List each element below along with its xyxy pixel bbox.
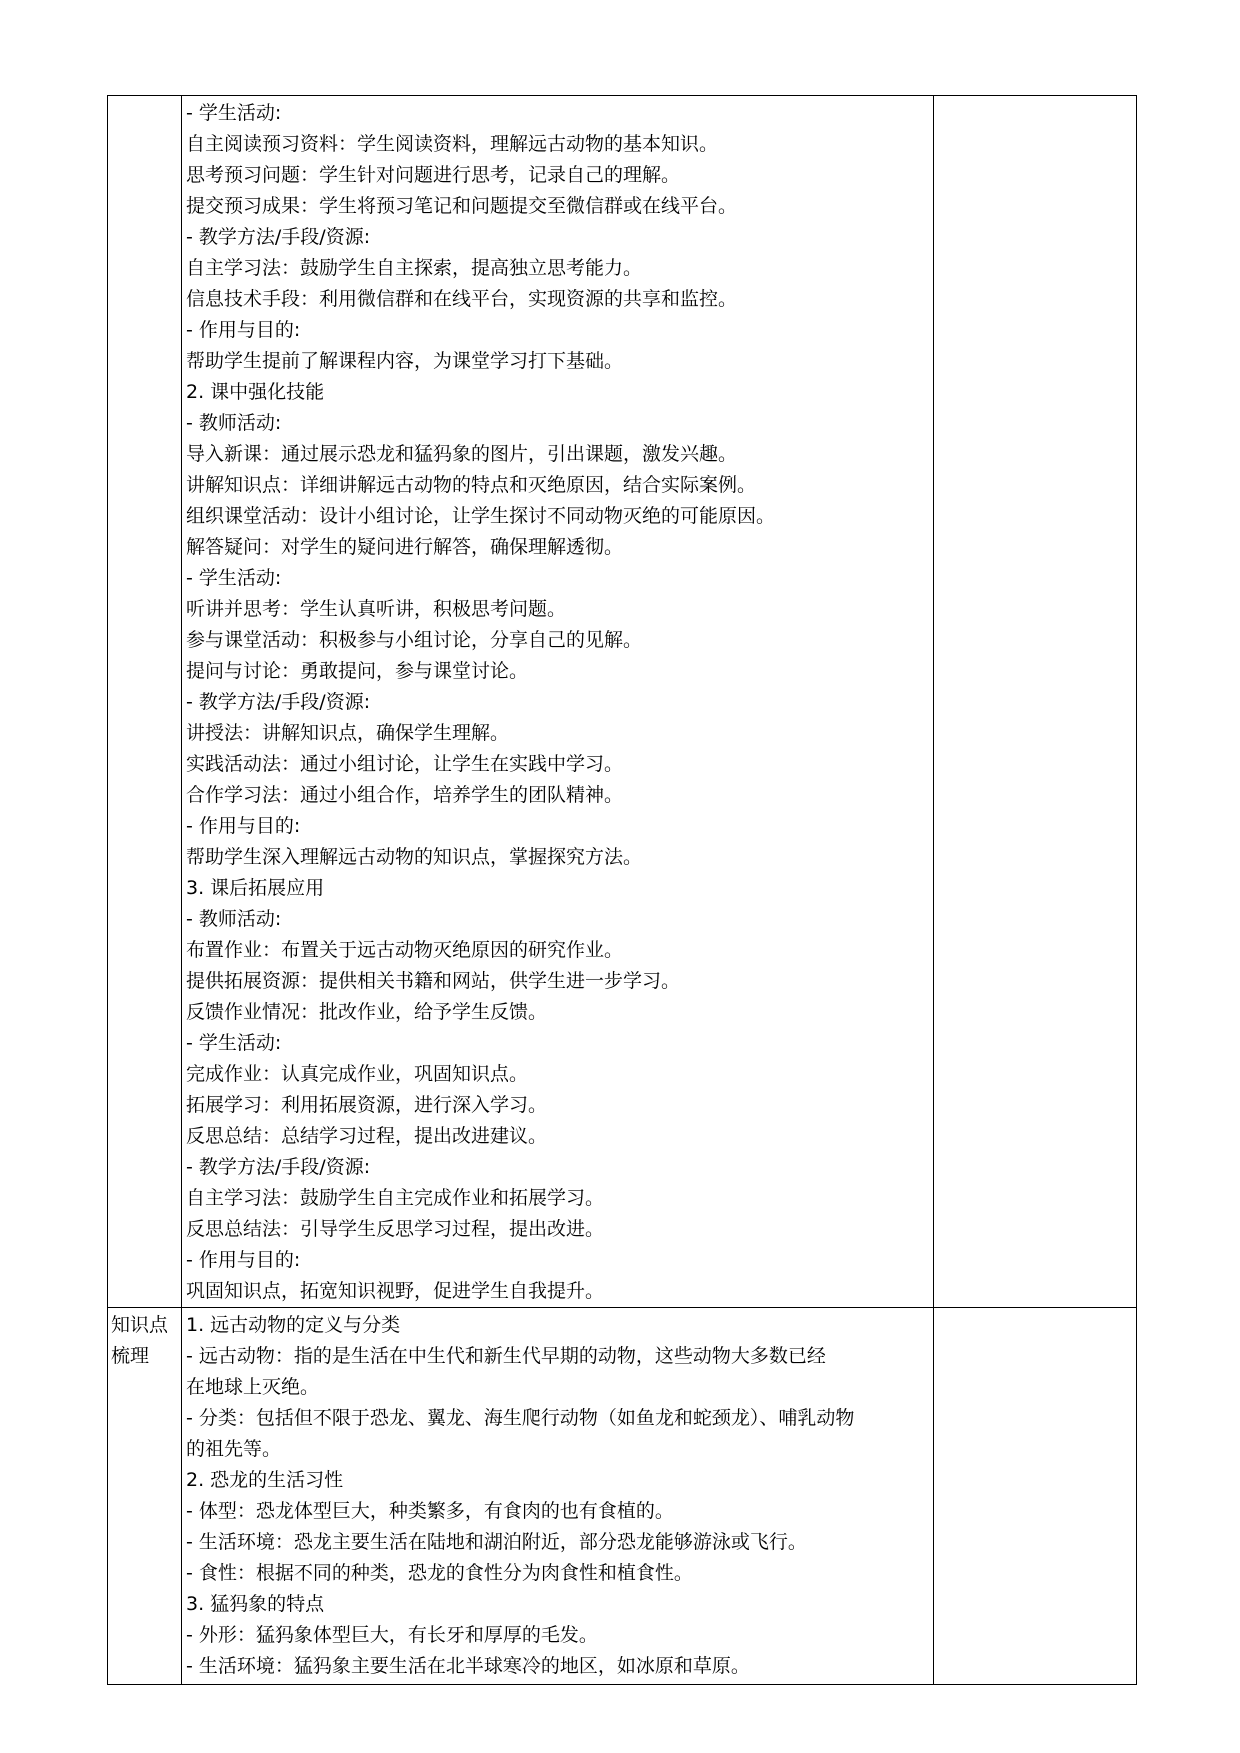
text-line: 听讲并思考：学生认真听讲，积极思考问题。 [186,598,567,620]
text-line: - 教学方法/手段/资源: [186,1156,371,1178]
text-line: 反思总结：总结学习过程，提出改进建议。 [186,1125,548,1147]
content-cell [182,1308,934,1685]
text-line: - 分类：包括但不限于恐龙、翼龙、海生爬行动物（如鱼龙和蛇颈龙）、哺乳动物 [186,1407,855,1429]
content-lines [182,96,933,1307]
text-line: 解答疑问：对学生的疑问进行解答，确保理解透彻。 [186,536,624,558]
text-line: 巩固知识点，拓宽知识视野，促进学生自我提升。 [186,1280,605,1302]
text-line: 思考预习问题：学生针对问题进行思考，记录自己的理解。 [186,164,681,186]
text-line: - 食性：根据不同的种类，恐龙的食性分为肉食性和植食性。 [186,1562,693,1584]
text-line: 自主学习法：鼓励学生自主探索，提高独立思考能力。 [186,257,643,279]
row-label-cell [108,1308,182,1685]
text-line: 合作学习法：通过小组合作，培养学生的团队精神。 [186,784,624,806]
text-line: 提问与讨论：勇敢提问，参与课堂讨论。 [186,660,529,682]
text-line: 提交预习成果：学生将预习笔记和问题提交至微信群或在线平台。 [186,195,738,217]
text-line: - 作用与目的: [186,319,301,341]
text-line: 布置作业：布置关于远古动物灭绝原因的研究作业。 [186,939,624,961]
row-label-line: 梳理 [111,1345,150,1367]
text-line: 2. 恐龙的生活习性 [186,1469,344,1491]
table-row-teaching-process [108,96,1137,1308]
notes-cell [934,96,1137,1308]
text-line: 2. 课中强化技能 [186,381,325,403]
text-line: 参与课堂活动：积极参与小组讨论，分享自己的见解。 [186,629,643,651]
text-line: 反馈作业情况：批改作业，给予学生反馈。 [186,1001,548,1023]
text-line: - 作用与目的: [186,815,301,837]
text-line: 自主学习法：鼓励学生自主完成作业和拓展学习。 [186,1187,605,1209]
notes-cell [934,1308,1137,1685]
text-line: 组织课堂活动：设计小组讨论，让学生探讨不同动物灭绝的可能原因。 [186,505,776,527]
text-line: 自主阅读预习资料：学生阅读资料，理解远古动物的基本知识。 [186,133,719,155]
text-line: - 学生活动: [186,567,282,589]
text-line: 的祖先等。 [186,1438,282,1460]
text-line: 帮助学生深入理解远古动物的知识点，掌握探究方法。 [186,846,643,868]
content-cell [182,96,934,1308]
text-line: 讲授法：讲解知识点，确保学生理解。 [186,722,510,744]
text-line: - 作用与目的: [186,1249,301,1271]
row-label [108,1308,181,1372]
text-line: - 学生活动: [186,102,282,124]
text-line: 信息技术手段：利用微信群和在线平台，实现资源的共享和监控。 [186,288,738,310]
text-line: - 生活环境：猛犸象主要生活在北半球寒冷的地区，如冰原和草原。 [186,1655,750,1677]
lesson-plan-table [107,95,1137,1685]
text-line: 在地球上灭绝。 [186,1376,320,1398]
text-line: 拓展学习：利用拓展资源，进行深入学习。 [186,1094,548,1116]
text-line: - 体型：恐龙体型巨大，种类繁多，有食肉的也有食植的。 [186,1500,674,1522]
text-line: - 生活环境：恐龙主要生活在陆地和湖泊附近，部分恐龙能够游泳或飞行。 [186,1531,807,1553]
text-line: 帮助学生提前了解课程内容，为课堂学习打下基础。 [186,350,624,372]
text-line: - 教师活动: [186,412,282,434]
text-line: - 学生活动: [186,1032,282,1054]
text-line: 提供拓展资源：提供相关书籍和网站，供学生进一步学习。 [186,970,681,992]
text-line: 3. 猛犸象的特点 [186,1593,325,1615]
text-line: 完成作业：认真完成作业，巩固知识点。 [186,1063,529,1085]
text-line: - 教学方法/手段/资源: [186,691,371,713]
text-line: 实践活动法：通过小组讨论，让学生在实践中学习。 [186,753,624,775]
text-line: 导入新课：通过展示恐龙和猛犸象的图片，引出课题，激发兴趣。 [186,443,738,465]
text-line: 1. 远古动物的定义与分类 [186,1314,401,1336]
text-line: - 远古动物：指的是生活在中生代和新生代早期的动物，这些动物大多数已经 [186,1345,826,1367]
row-label-cell [108,96,182,1308]
text-line: - 教师活动: [186,908,282,930]
text-line: 3. 课后拓展应用 [186,877,325,899]
text-line: - 外形：猛犸象体型巨大，有长牙和厚厚的毛发。 [186,1624,598,1646]
row-label-line: 知识点 [111,1314,169,1336]
content-lines [182,1308,933,1682]
table-row-knowledge-points [108,1308,1137,1685]
text-line: - 教学方法/手段/资源: [186,226,371,248]
text-line: 讲解知识点：详细讲解远古动物的特点和灭绝原因，结合实际案例。 [186,474,757,496]
text-line: 反思总结法：引导学生反思学习过程，提出改进。 [186,1218,605,1240]
